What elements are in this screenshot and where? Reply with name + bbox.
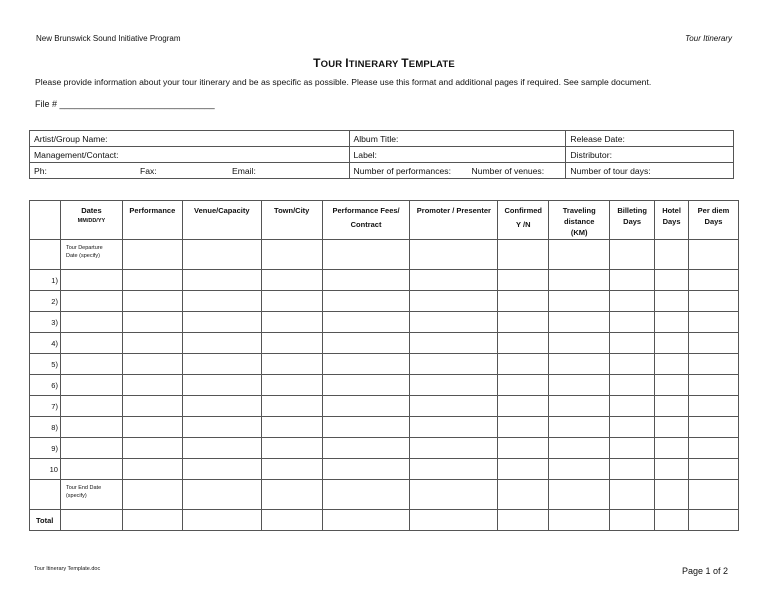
- table-cell[interactable]: [122, 375, 182, 396]
- table-cell[interactable]: [322, 480, 410, 510]
- table-cell[interactable]: [410, 417, 498, 438]
- table-cell[interactable]: [122, 459, 182, 480]
- traveling-header-line2: distance: [563, 217, 595, 226]
- table-cell[interactable]: [549, 270, 610, 291]
- col-promoter: Promoter / Presenter: [410, 201, 498, 240]
- table-cell[interactable]: [60, 270, 122, 291]
- row-number: 3): [30, 312, 61, 333]
- table-cell[interactable]: [410, 291, 498, 312]
- table-cell[interactable]: [261, 510, 322, 531]
- table-cell[interactable]: [689, 480, 739, 510]
- table-cell[interactable]: [610, 270, 655, 291]
- table-cell[interactable]: [655, 240, 689, 270]
- table-cell[interactable]: [655, 291, 689, 312]
- end-date-cell[interactable]: [60, 480, 122, 510]
- table-cell[interactable]: [60, 396, 122, 417]
- traveling-header-line3: (KM): [570, 228, 588, 237]
- table-cell[interactable]: [261, 240, 322, 270]
- table-cell[interactable]: [549, 459, 610, 480]
- table-cell[interactable]: [60, 291, 122, 312]
- col-traveling: [549, 201, 610, 240]
- traveling-header-line1: Traveling: [562, 206, 596, 215]
- table-cell[interactable]: [60, 417, 122, 438]
- col-fees: [322, 201, 410, 240]
- table-cell[interactable]: [610, 396, 655, 417]
- table-row: [30, 291, 739, 312]
- row-number: 8): [30, 417, 61, 438]
- table-cell[interactable]: [182, 270, 261, 291]
- table-cell[interactable]: [182, 312, 261, 333]
- table-cell[interactable]: [655, 510, 689, 531]
- table-cell[interactable]: [122, 291, 182, 312]
- table-cell[interactable]: [549, 396, 610, 417]
- table-cell[interactable]: [410, 240, 498, 270]
- table-header-row: [30, 201, 739, 240]
- fees-header-line2: Contract: [350, 220, 382, 229]
- table-cell[interactable]: [122, 240, 182, 270]
- table-cell[interactable]: [610, 291, 655, 312]
- table-cell[interactable]: [60, 438, 122, 459]
- table-cell[interactable]: [689, 375, 739, 396]
- table-cell[interactable]: [122, 333, 182, 354]
- title-part: EMPLATE: [408, 59, 455, 70]
- table-row: [30, 333, 739, 354]
- end-date-row: [30, 480, 739, 510]
- table-cell[interactable]: [655, 333, 689, 354]
- dates-format: MM/DD/YY: [77, 218, 106, 224]
- fax-label: Fax:: [140, 165, 157, 176]
- contact-numbers-cell[interactable]: [30, 163, 350, 179]
- col-performance: Performance: [122, 201, 182, 240]
- table-cell[interactable]: [322, 396, 410, 417]
- table-cell[interactable]: [549, 354, 610, 375]
- dates-header: Dates: [81, 206, 102, 215]
- table-cell[interactable]: [322, 354, 410, 375]
- email-label: Email:: [232, 165, 256, 176]
- table-cell[interactable]: [182, 396, 261, 417]
- table-cell[interactable]: [498, 510, 549, 531]
- table-cell[interactable]: [122, 417, 182, 438]
- table-cell[interactable]: [122, 312, 182, 333]
- table-cell[interactable]: [498, 396, 549, 417]
- total-row: [30, 510, 739, 531]
- table-cell[interactable]: [182, 438, 261, 459]
- row-number: 7): [30, 396, 61, 417]
- table-row: [30, 438, 739, 459]
- table-cell[interactable]: [689, 417, 739, 438]
- table-cell[interactable]: [322, 510, 410, 531]
- row-number: 10: [30, 459, 61, 480]
- row-number: 2): [30, 291, 61, 312]
- table-cell[interactable]: [261, 417, 322, 438]
- table-cell[interactable]: [410, 459, 498, 480]
- col-venue: Venue/Capacity: [182, 201, 261, 240]
- row-number-cell: [30, 240, 61, 270]
- table-cell[interactable]: [322, 438, 410, 459]
- billeting-header-line2: Days: [623, 217, 642, 226]
- management-contact-field[interactable]: Management/Contact:: [30, 147, 350, 163]
- table-cell[interactable]: [261, 270, 322, 291]
- table-cell[interactable]: [498, 417, 549, 438]
- table-cell[interactable]: [610, 417, 655, 438]
- file-number-field[interactable]: File # _______________________________: [35, 99, 215, 109]
- performance-counts-cell[interactable]: [349, 163, 566, 179]
- table-cell[interactable]: [655, 480, 689, 510]
- table-cell[interactable]: [549, 438, 610, 459]
- table-cell[interactable]: [549, 291, 610, 312]
- title-part: T: [401, 56, 409, 70]
- distributor-field[interactable]: Distributor:: [566, 147, 734, 163]
- table-cell[interactable]: [610, 459, 655, 480]
- table-cell[interactable]: [498, 240, 549, 270]
- hotel-header-line1: Hotel: [662, 206, 681, 215]
- table-cell[interactable]: [261, 291, 322, 312]
- table-cell[interactable]: [60, 510, 122, 531]
- title-part: OUR: [320, 59, 346, 70]
- end-note-line1: Tour End Date: [65, 485, 102, 491]
- table-cell[interactable]: [610, 312, 655, 333]
- table-cell[interactable]: [498, 270, 549, 291]
- artist-info-table: [29, 130, 734, 179]
- table-cell[interactable]: [610, 480, 655, 510]
- instructions: Please provide information about your tour itinerary and be as specific as possible. Please use this format and additional pages if required. See sample document.: [35, 77, 652, 87]
- col-hotel: [655, 201, 689, 240]
- table-cell[interactable]: [322, 459, 410, 480]
- table-cell[interactable]: [498, 333, 549, 354]
- table-cell[interactable]: [322, 312, 410, 333]
- page-title: [0, 56, 768, 70]
- table-cell[interactable]: [60, 333, 122, 354]
- table-cell[interactable]: [122, 354, 182, 375]
- table-cell[interactable]: [689, 291, 739, 312]
- table-cell[interactable]: [655, 396, 689, 417]
- table-cell[interactable]: [655, 438, 689, 459]
- table-cell[interactable]: [122, 480, 182, 510]
- row-number: 9): [30, 438, 61, 459]
- table-cell[interactable]: [322, 270, 410, 291]
- table-cell[interactable]: [498, 480, 549, 510]
- table-cell[interactable]: [549, 510, 610, 531]
- departure-note-line2: Date (specify): [65, 253, 100, 259]
- departure-row: [30, 240, 739, 270]
- col-dates: [60, 201, 122, 240]
- table-cell[interactable]: [182, 333, 261, 354]
- table-cell[interactable]: [689, 510, 739, 531]
- table-cell[interactable]: [549, 417, 610, 438]
- table-cell[interactable]: [498, 375, 549, 396]
- table-cell[interactable]: [610, 375, 655, 396]
- table-cell[interactable]: [261, 480, 322, 510]
- itinerary-rows: [30, 270, 739, 480]
- itinerary-table: [29, 200, 739, 531]
- table-cell[interactable]: [689, 354, 739, 375]
- table-cell[interactable]: [655, 459, 689, 480]
- table-cell[interactable]: [322, 375, 410, 396]
- table-row: [30, 396, 739, 417]
- table-cell[interactable]: [322, 240, 410, 270]
- confirmed-header-line2: Y /N: [516, 220, 531, 229]
- end-note-line2: (specify): [65, 493, 87, 499]
- table-row: [30, 375, 739, 396]
- table-cell[interactable]: [610, 510, 655, 531]
- table-cell[interactable]: [549, 312, 610, 333]
- table-cell[interactable]: [610, 438, 655, 459]
- phone-label: Ph:: [34, 165, 47, 176]
- table-cell[interactable]: [689, 270, 739, 291]
- table-row: [30, 459, 739, 480]
- table-cell[interactable]: [410, 510, 498, 531]
- table-cell[interactable]: [498, 291, 549, 312]
- col-blank: [30, 201, 61, 240]
- table-cell[interactable]: [122, 396, 182, 417]
- table-cell[interactable]: [549, 240, 610, 270]
- number-of-performances-label: Number of performances:: [353, 165, 451, 176]
- table-cell[interactable]: [410, 354, 498, 375]
- table-cell[interactable]: [410, 312, 498, 333]
- release-date-field[interactable]: Release Date:: [566, 131, 734, 147]
- col-per-diem: [689, 201, 739, 240]
- table-cell[interactable]: [498, 438, 549, 459]
- table-cell[interactable]: [410, 396, 498, 417]
- row-number-cell: [30, 480, 61, 510]
- table-cell[interactable]: [655, 270, 689, 291]
- table-cell[interactable]: [182, 510, 261, 531]
- table-cell[interactable]: [549, 480, 610, 510]
- number-of-venues-label: Number of venues:: [471, 165, 545, 176]
- table-cell[interactable]: [122, 510, 182, 531]
- table-cell[interactable]: [261, 396, 322, 417]
- table-cell[interactable]: [182, 417, 261, 438]
- table-cell[interactable]: [410, 480, 498, 510]
- table-cell[interactable]: [498, 459, 549, 480]
- table-cell[interactable]: [655, 375, 689, 396]
- hotel-header-line2: Days: [662, 217, 681, 226]
- per-diem-header-line2: Days: [704, 217, 723, 226]
- table-cell[interactable]: [655, 312, 689, 333]
- table-cell[interactable]: [182, 459, 261, 480]
- billeting-header-line1: Billeting: [617, 206, 647, 215]
- per-diem-header-line1: Per diem: [697, 206, 730, 215]
- title-part: T: [313, 56, 321, 70]
- total-label: Total: [30, 510, 61, 531]
- table-cell[interactable]: [549, 333, 610, 354]
- col-billeting: [610, 201, 655, 240]
- header-program-name: New Brunswick Sound Initiative Program: [36, 34, 181, 43]
- confirmed-header-line1: Confirmed: [504, 206, 543, 215]
- table-cell[interactable]: [689, 396, 739, 417]
- row-number: 5): [30, 354, 61, 375]
- table-cell[interactable]: [182, 354, 261, 375]
- table-cell[interactable]: [610, 333, 655, 354]
- label-field[interactable]: Label:: [349, 147, 566, 163]
- fees-header-line1: Performance Fees/: [332, 206, 400, 215]
- table-cell[interactable]: [610, 354, 655, 375]
- row-number: 6): [30, 375, 61, 396]
- album-title-field[interactable]: Album Title:: [349, 131, 566, 147]
- table-cell[interactable]: [261, 354, 322, 375]
- footer-filename: Tour Itinerary Template.doc: [34, 566, 101, 572]
- table-cell[interactable]: [322, 417, 410, 438]
- table-row: [30, 354, 739, 375]
- title-part: TINERARY: [348, 59, 402, 70]
- table-cell[interactable]: [655, 354, 689, 375]
- table-cell[interactable]: [410, 333, 498, 354]
- table-cell[interactable]: [689, 333, 739, 354]
- table-cell[interactable]: [689, 459, 739, 480]
- table-cell[interactable]: [261, 333, 322, 354]
- table-cell[interactable]: [322, 333, 410, 354]
- table-cell[interactable]: [498, 312, 549, 333]
- table-cell[interactable]: [689, 438, 739, 459]
- row-number: 4): [30, 333, 61, 354]
- table-cell[interactable]: [410, 270, 498, 291]
- departure-note-line1: Tour Departure: [65, 245, 103, 251]
- artist-name-field[interactable]: Artist/Group Name:: [30, 131, 350, 147]
- table-cell[interactable]: [60, 459, 122, 480]
- col-confirmed: [498, 201, 549, 240]
- row-number: 1): [30, 270, 61, 291]
- table-row: [30, 417, 739, 438]
- table-cell[interactable]: [60, 375, 122, 396]
- table-cell[interactable]: [261, 459, 322, 480]
- table-cell[interactable]: [610, 240, 655, 270]
- table-cell[interactable]: [122, 438, 182, 459]
- table-cell[interactable]: [655, 417, 689, 438]
- table-cell[interactable]: [410, 375, 498, 396]
- departure-date-cell[interactable]: [60, 240, 122, 270]
- table-cell[interactable]: [60, 354, 122, 375]
- table-cell[interactable]: [182, 480, 261, 510]
- table-cell[interactable]: [549, 375, 610, 396]
- table-cell[interactable]: [410, 438, 498, 459]
- table-cell[interactable]: [182, 375, 261, 396]
- table-cell[interactable]: [261, 312, 322, 333]
- table-cell[interactable]: [182, 291, 261, 312]
- table-cell[interactable]: [122, 270, 182, 291]
- header-document-name: Tour Itinerary: [685, 34, 732, 43]
- table-row: [30, 312, 739, 333]
- table-cell[interactable]: [182, 240, 261, 270]
- table-cell[interactable]: [60, 312, 122, 333]
- col-town: Town/City: [261, 201, 322, 240]
- table-cell[interactable]: [498, 354, 549, 375]
- tour-days-field[interactable]: Number of tour days:: [566, 163, 734, 179]
- page-number: Page 1 of 2: [681, 566, 728, 576]
- table-row: [30, 270, 739, 291]
- table-cell[interactable]: [261, 375, 322, 396]
- title-part: I: [345, 56, 349, 70]
- table-cell[interactable]: [322, 291, 410, 312]
- table-cell[interactable]: [689, 240, 739, 270]
- table-cell[interactable]: [689, 312, 739, 333]
- table-cell[interactable]: [261, 438, 322, 459]
